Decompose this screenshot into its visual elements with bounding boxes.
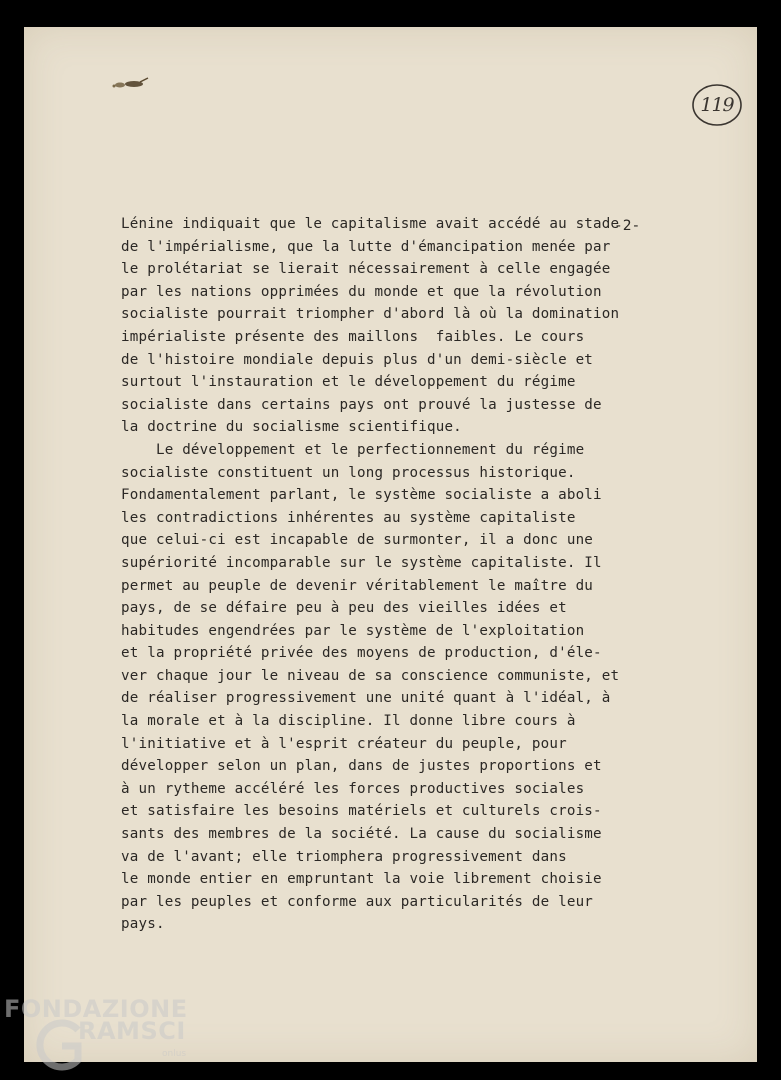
text-line: par les nations opprimées du monde et que la révolution	[121, 283, 602, 300]
text-line: le monde entier en empruntant la voie librement choisie	[121, 871, 602, 888]
text-line: les contradictions inhérentes au système capitaliste	[121, 509, 576, 526]
text-line: impérialiste présente des maillons faibles. Le cours	[121, 328, 585, 345]
text-line: socialiste pourrait triompher d'abord là où la domination	[121, 306, 620, 323]
text-line: socialiste constituent un long processus historique.	[121, 464, 576, 481]
text-line: de l'histoire mondiale depuis plus d'un demi-siècle et	[121, 351, 594, 368]
text-line: développer selon un plan, dans de justes proportions et	[121, 758, 602, 775]
text-line: ver chaque jour le niveau de sa conscience communiste, et	[121, 667, 620, 684]
watermark-line-1: FONDAZIONE	[4, 995, 188, 1023]
text-line: de l'impérialisme, que la lutte d'émancipation menée par	[121, 238, 611, 255]
text-line: l'initiative et à l'esprit créateur du peuple, pour	[121, 735, 567, 752]
text-line: supériorité incomparable sur le système capitaliste. Il	[121, 554, 602, 571]
archive-number-stamp	[690, 81, 744, 129]
text-line: permet au peuple de devenir véritablement le maître du	[121, 577, 594, 594]
text-line: surtout l'instauration et le développement du régime	[121, 374, 576, 391]
text-line: à un rytheme accéléré les forces productives sociales	[121, 780, 585, 797]
archive-number-text: 119	[700, 94, 734, 116]
text-line: Fondamentalement parlant, le système socialiste a aboli	[121, 487, 602, 504]
page-number: -2-	[614, 218, 641, 234]
text-line: sants des membres de la société. La cause du socialisme	[121, 826, 602, 843]
text-line: habitudes engendrées par le système de l'exploitation	[121, 622, 585, 639]
watermark-line-2: RAMSCI	[78, 1017, 186, 1045]
text-line: Le développement et le perfectionnement du régime	[121, 441, 585, 458]
text-line: va de l'avant; elle triomphera progressivement dans	[121, 848, 567, 865]
text-line: la morale et à la discipline. Il donne libre cours à	[121, 713, 576, 730]
ink-stain-mark	[110, 77, 150, 91]
text-line: socialiste dans certains pays ont prouvé la justesse de	[121, 396, 602, 413]
body-text	[121, 213, 681, 936]
text-line: pays, de se défaire peu à peu des vieilles idées et	[121, 600, 567, 617]
text-line: le prolétariat se lierait nécessairement à celle engagée	[121, 261, 611, 278]
text-line: par les peuples et conforme aux particularités de leur	[121, 893, 594, 910]
text-line: de réaliser progressivement une unité quant à l'idéal, à	[121, 690, 611, 707]
text-line: que celui-ci est incapable de surmonter, il a donc une	[121, 532, 594, 549]
text-line: pays.	[121, 916, 165, 933]
text-line: et la propriété privée des moyens de production, d'éle-	[121, 645, 602, 662]
text-line: Lénine indiquait que le capitalisme avait accédé au stade	[121, 216, 620, 232]
text-line: et satisfaire les besoins matériels et culturels crois-	[121, 803, 602, 820]
fondazione-gramsci-watermark	[4, 992, 204, 1077]
text-line: la doctrine du socialisme scientifique.	[121, 419, 462, 436]
watermark-line-3: onlus	[162, 1049, 187, 1059]
